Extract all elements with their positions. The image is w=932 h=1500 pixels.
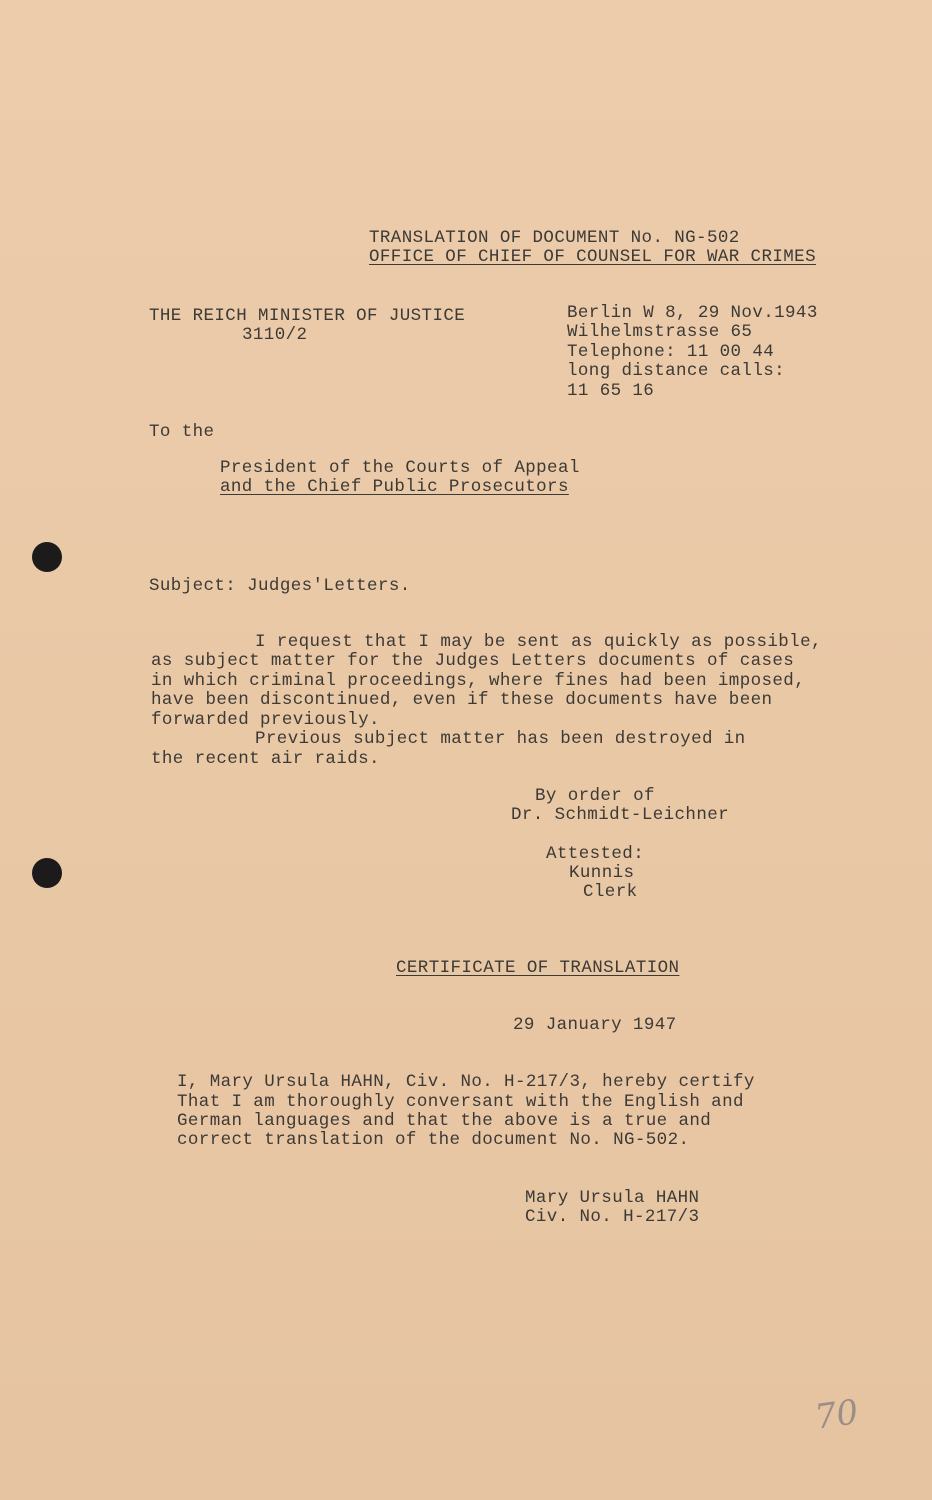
recipient-line: President of the Courts of Appeal bbox=[220, 458, 580, 478]
punch-hole bbox=[32, 858, 62, 888]
body-line: as subject matter for the Judges Letters documents of cases bbox=[151, 651, 795, 671]
certificate-title: CERTIFICATE OF TRANSLATION bbox=[396, 958, 680, 978]
body-line: Previous subject matter has been destroyed in bbox=[255, 729, 746, 749]
address-line: Wilhelmstrasse 65 bbox=[567, 322, 753, 342]
header-translation-line: TRANSLATION OF DOCUMENT No. NG-502 bbox=[369, 228, 740, 248]
address-line: 11 65 16 bbox=[567, 381, 655, 401]
header-office-line: OFFICE OF CHIEF OF COUNSEL FOR WAR CRIMES bbox=[369, 247, 816, 267]
recipient-line: and the Chief Public Prosecutors bbox=[220, 477, 569, 497]
body-line: I request that I may be sent as quickly as possible, bbox=[255, 632, 822, 652]
signature-name: Dr. Schmidt-Leichner bbox=[511, 805, 730, 825]
translator-civ-number: Civ. No. H-217/3 bbox=[525, 1207, 700, 1227]
certificate-text-line: correct translation of the document No. NG-502. bbox=[177, 1130, 690, 1150]
address-line: Berlin W 8, 29 Nov.1943 bbox=[567, 303, 818, 323]
punch-hole bbox=[32, 542, 62, 572]
attested-label: Attested: bbox=[546, 844, 645, 864]
body-line: have been discontinued, even if these documents have been bbox=[151, 690, 773, 710]
sender-reference: 3110/2 bbox=[242, 325, 308, 345]
certificate-text-line: I, Mary Ursula HAHN, Civ. No. H-217/3, hereby certify bbox=[177, 1072, 755, 1092]
attested-name: Kunnis bbox=[569, 863, 635, 883]
address-line: Telephone: 11 00 44 bbox=[567, 342, 775, 362]
subject-line: Subject: Judges'Letters. bbox=[149, 576, 411, 596]
attested-role: Clerk bbox=[583, 882, 638, 902]
translator-name: Mary Ursula HAHN bbox=[525, 1188, 700, 1208]
certificate-text-line: That I am thoroughly conversant with the English and bbox=[177, 1092, 744, 1112]
recipient-to: To the bbox=[149, 422, 215, 442]
address-line: long distance calls: bbox=[567, 361, 786, 381]
page-number: 70 bbox=[812, 1392, 861, 1438]
body-line: forwarded previously. bbox=[151, 710, 380, 730]
body-line: in which criminal proceedings, where fines had been imposed, bbox=[151, 671, 806, 691]
signature-by-order: By order of bbox=[535, 786, 655, 806]
sender-title: THE REICH MINISTER OF JUSTICE bbox=[149, 306, 466, 326]
certificate-date: 29 January 1947 bbox=[513, 1015, 677, 1035]
body-line: the recent air raids. bbox=[151, 749, 380, 769]
certificate-text-line: German languages and that the above is a true and bbox=[177, 1111, 712, 1131]
